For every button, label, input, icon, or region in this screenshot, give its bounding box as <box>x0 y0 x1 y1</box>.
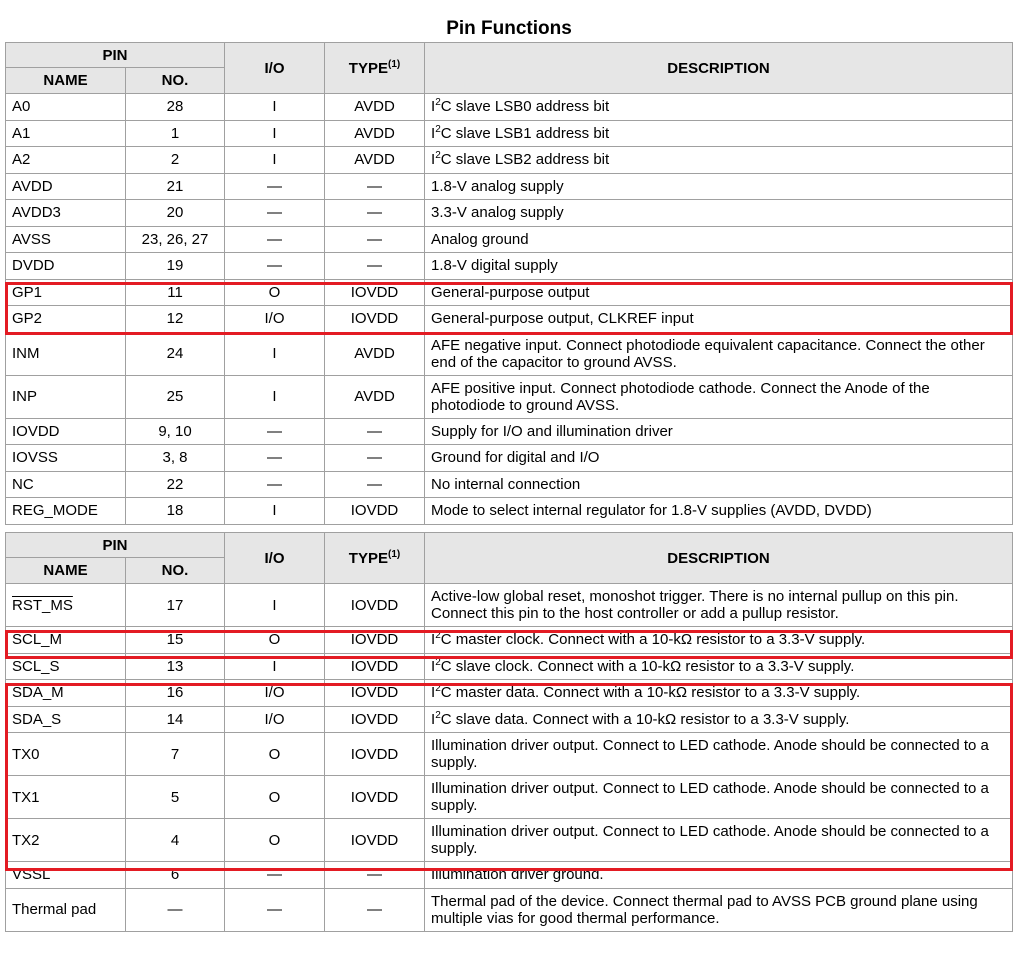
table-row <box>6 253 1013 280</box>
pin-description: Active-low global reset, monoshot trigger. There is no internal pullup on this pin. Connect this pin to the host controller or add a pullup resistor. <box>425 584 1013 627</box>
table-row <box>6 418 1013 445</box>
no-column-header: NO. <box>126 558 225 584</box>
pin-type: — <box>325 173 425 200</box>
table-row <box>6 375 1013 418</box>
pin-io: — <box>225 445 325 472</box>
pin-type: IOVDD <box>325 653 425 680</box>
pin-type: IOVDD <box>325 680 425 707</box>
pin-description: General-purpose output, CLKREF input <box>425 306 1013 333</box>
pin-number: 9, 10 <box>126 418 225 445</box>
name-column-header: NAME <box>6 558 126 584</box>
pin-io: I <box>225 584 325 627</box>
pin-name: NC <box>6 471 126 498</box>
table-row <box>6 471 1013 498</box>
pin-name: GP1 <box>6 279 126 306</box>
pin-name: INP <box>6 375 126 418</box>
pin-number: 17 <box>126 584 225 627</box>
pin-type: — <box>325 253 425 280</box>
pin-io: I/O <box>225 306 325 333</box>
pin-description: 1.8-V analog supply <box>425 173 1013 200</box>
table-row <box>6 279 1013 306</box>
pin-name: TX1 <box>6 776 126 819</box>
pin-number: 25 <box>126 375 225 418</box>
description-column-header: DESCRIPTION <box>425 43 1013 94</box>
pin-number: 21 <box>126 173 225 200</box>
pin-description: AFE negative input. Connect photodiode equivalent capacitance. Connect the other end of the capacitor to ground AVSS. <box>425 332 1013 375</box>
pin-io: I <box>225 94 325 121</box>
table-row <box>6 776 1013 819</box>
page-title: Pin Functions <box>446 18 572 39</box>
pin-name: TX0 <box>6 733 126 776</box>
name-column-header: NAME <box>6 68 126 94</box>
pin-number: 7 <box>126 733 225 776</box>
pin-number: 24 <box>126 332 225 375</box>
pin-io: — <box>225 862 325 889</box>
table-row <box>6 498 1013 525</box>
pin-type: IOVDD <box>325 776 425 819</box>
pin-description: 1.8-V digital supply <box>425 253 1013 280</box>
pin-type: AVDD <box>325 94 425 121</box>
table-row <box>6 94 1013 121</box>
pin-number: 14 <box>126 706 225 733</box>
pin-type: AVDD <box>325 147 425 174</box>
pin-number: 28 <box>126 94 225 121</box>
pin-name: SCL_M <box>6 627 126 654</box>
pin-number: 5 <box>126 776 225 819</box>
pin-io: I <box>225 498 325 525</box>
pin-description: $I^2C$ slave LSB1 address bit <box>425 120 1013 147</box>
pin-number: 16 <box>126 680 225 707</box>
pin-description: $I^2C$ master data. Connect with a 10-kΩ resistor to a 3.3-V supply. <box>425 680 1013 707</box>
pin-number: 4 <box>126 819 225 862</box>
pin-number: 12 <box>126 306 225 333</box>
io-column-header: I/O <box>225 533 325 584</box>
pin-description: $I^2C$ master clock. Connect with a 10-kΩ resistor to a 3.3-V supply. <box>425 627 1013 654</box>
pin-io: — <box>225 418 325 445</box>
pin-name: DVDD <box>6 253 126 280</box>
pin-number: 6 <box>126 862 225 889</box>
table-row <box>6 306 1013 333</box>
pin-number: 15 <box>126 627 225 654</box>
pin-io: — <box>225 200 325 227</box>
pin-type: IOVDD <box>325 306 425 333</box>
table-row <box>6 819 1013 862</box>
pin-description: Analog ground <box>425 226 1013 253</box>
pin-io: O <box>225 733 325 776</box>
pin-description: $I^2C$ slave data. Connect with a 10-kΩ resistor to a 3.3-V supply. <box>425 706 1013 733</box>
pin-io: I <box>225 375 325 418</box>
pin-description: 3.3-V analog supply <box>425 200 1013 227</box>
pin-description: AFE positive input. Connect photodiode cathode. Connect the Anode of the photodiode to ground AVSS. <box>425 375 1013 418</box>
pin-name: SDA_M <box>6 680 126 707</box>
pin-io: O <box>225 819 325 862</box>
table-row <box>6 200 1013 227</box>
pin-name: TX2 <box>6 819 126 862</box>
pin-type: — <box>325 200 425 227</box>
pin-name: SDA_S <box>6 706 126 733</box>
no-column-header: NO. <box>126 68 225 94</box>
pin-number: 11 <box>126 279 225 306</box>
pin-io: O <box>225 776 325 819</box>
pin-description: Supply for I/O and illumination driver <box>425 418 1013 445</box>
pin-description: No internal connection <box>425 471 1013 498</box>
pin-name: AVSS <box>6 226 126 253</box>
pin-name: INM <box>6 332 126 375</box>
pin-group-header: PIN <box>6 533 225 558</box>
table-row <box>6 888 1013 931</box>
pin-type: — <box>325 862 425 889</box>
pin-io: — <box>225 888 325 931</box>
pin-number: 1 <box>126 120 225 147</box>
pin-name: A0 <box>6 94 126 121</box>
pin-name: VSSL <box>6 862 126 889</box>
pin-type: — <box>325 888 425 931</box>
pin-name: AVDD <box>6 173 126 200</box>
io-column-header: I/O <box>225 43 325 94</box>
pin-name: A1 <box>6 120 126 147</box>
pin-description: $I^2C$ slave clock. Connect with a 10-kΩ resistor to a 3.3-V supply. <box>425 653 1013 680</box>
pin-number: 18 <box>126 498 225 525</box>
pin-io: O <box>225 627 325 654</box>
pin-number: 13 <box>126 653 225 680</box>
pin-type: IOVDD <box>325 706 425 733</box>
pin-io: O <box>225 279 325 306</box>
pin-description: Thermal pad of the device. Connect thermal pad to AVSS PCB ground plane using multiple vias for good thermal performance. <box>425 888 1013 931</box>
pin-type: AVDD <box>325 375 425 418</box>
pin-name: REG_MODE <box>6 498 126 525</box>
pin-group-header: PIN <box>6 43 225 68</box>
table-row <box>6 862 1013 889</box>
pin-number: — <box>126 888 225 931</box>
pin-io: I/O <box>225 706 325 733</box>
table-row <box>6 226 1013 253</box>
pin-number: 19 <box>126 253 225 280</box>
pin-name: GP2 <box>6 306 126 333</box>
pin-type: AVDD <box>325 332 425 375</box>
pin-description: Mode to select internal regulator for 1.8-V supplies (AVDD, DVDD) <box>425 498 1013 525</box>
description-column-header: DESCRIPTION <box>425 533 1013 584</box>
pin-description: Illumination driver output. Connect to LED cathode. Anode should be connected to a supply. <box>425 776 1013 819</box>
pin-number: 3, 8 <box>126 445 225 472</box>
pin-io: I <box>225 120 325 147</box>
pin-description: Ground for digital and I/O <box>425 445 1013 472</box>
pin-type: IOVDD <box>325 733 425 776</box>
pin-type: IOVDD <box>325 627 425 654</box>
pin-type: IOVDD <box>325 498 425 525</box>
pin-description: Illumination driver ground. <box>425 862 1013 889</box>
table-row <box>6 653 1013 680</box>
pin-io: — <box>225 226 325 253</box>
pin-type: IOVDD <box>325 819 425 862</box>
pin-description: Illumination driver output. Connect to LED cathode. Anode should be connected to a supply. <box>425 733 1013 776</box>
pin-io: I <box>225 332 325 375</box>
table-row <box>6 627 1013 654</box>
pin-io: I/O <box>225 680 325 707</box>
pin-io: — <box>225 173 325 200</box>
pin-description: Illumination driver output. Connect to LED cathode. Anode should be connected to a supply. <box>425 819 1013 862</box>
table-row <box>6 680 1013 707</box>
pin-number: 22 <box>126 471 225 498</box>
table-row <box>6 706 1013 733</box>
pin-type: — <box>325 471 425 498</box>
pin-type: — <box>325 418 425 445</box>
pin-type: AVDD <box>325 120 425 147</box>
pin-description: $I^2C$ slave LSB2 address bit <box>425 147 1013 174</box>
pin-name: A2 <box>6 147 126 174</box>
pin-number: 23, 26, 27 <box>126 226 225 253</box>
table-row <box>6 332 1013 375</box>
pin-number: 20 <box>126 200 225 227</box>
pin-type: IOVDD <box>325 584 425 627</box>
pin-name: IOVDD <box>6 418 126 445</box>
table-row <box>6 173 1013 200</box>
pin-io: I <box>225 653 325 680</box>
table-row <box>6 733 1013 776</box>
pin-name: IOVSS <box>6 445 126 472</box>
pin-io: I <box>225 147 325 174</box>
pin-type: — <box>325 445 425 472</box>
pin-functions-table-1 <box>5 42 1013 525</box>
pin-functions-table-2 <box>5 532 1013 932</box>
type-column-header: TYPE$^{(1)}$ <box>325 43 425 94</box>
pin-type: IOVDD <box>325 279 425 306</box>
pin-name: AVDD3 <box>6 200 126 227</box>
table-row <box>6 120 1013 147</box>
pin-name: SCL_S <box>6 653 126 680</box>
table-row <box>6 584 1013 627</box>
pin-io: — <box>225 253 325 280</box>
pin-io: — <box>225 471 325 498</box>
pin-type: — <box>325 226 425 253</box>
pin-number: 2 <box>126 147 225 174</box>
table-row <box>6 445 1013 472</box>
pin-name: RST_MS <box>6 584 126 627</box>
type-column-header: TYPE$^{(1)}$ <box>325 533 425 584</box>
table-row <box>6 147 1013 174</box>
pin-description: General-purpose output <box>425 279 1013 306</box>
pin-name: Thermal pad <box>6 888 126 931</box>
pin-description: $I^2C$ slave LSB0 address bit <box>425 94 1013 121</box>
